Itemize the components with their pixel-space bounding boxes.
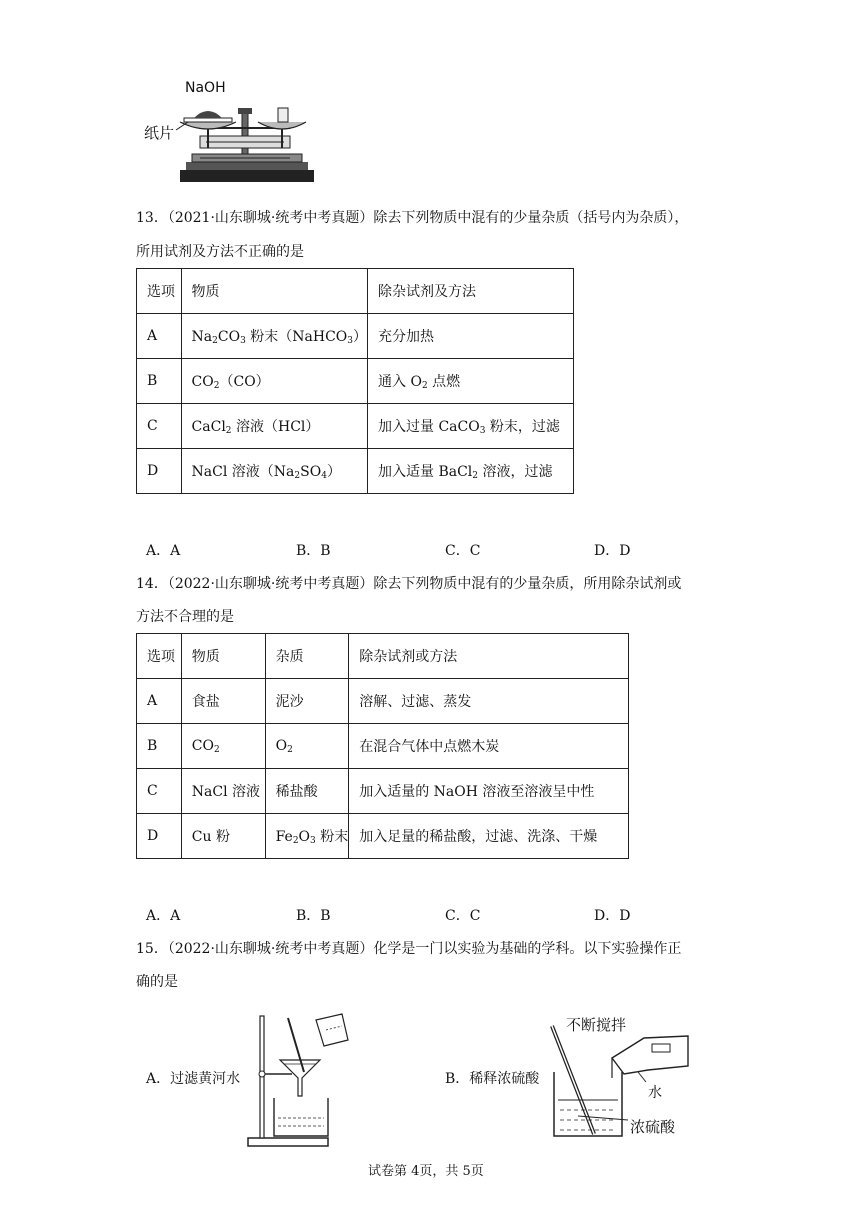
q14-table xyxy=(136,633,629,859)
method-cell: 加入过量 CaCO$_3$ 粉末，过滤 xyxy=(368,404,574,449)
method-cell: 充分加热 xyxy=(368,314,574,359)
table-header-cell: 除杂试剂及方法 xyxy=(368,269,574,314)
table-header-cell: 物质 xyxy=(181,269,367,314)
table-row xyxy=(137,404,574,449)
table-row xyxy=(137,814,629,859)
answer-option-b[interactable]: B．稀释浓硫酸 xyxy=(445,1071,540,1087)
balance-figure xyxy=(140,78,340,186)
q13-options xyxy=(0,540,860,560)
substance-cell: $CO_2(CO)$ xyxy=(181,359,367,404)
table-header-cell: 选项 xyxy=(137,269,182,314)
table-header-row xyxy=(137,634,629,679)
q15-stem-line1: 15．（2022·山东聊城·统考中考真题）化学是一门以实验为基础的学科。以下实验操作正 xyxy=(136,941,682,957)
table-header-cell: 杂质 xyxy=(265,634,349,679)
q13-stem-line1: 13．（2021·山东聊城·统考中考真题）除去下列物质中混有的少量杂质（括号内为杂质）， xyxy=(136,210,689,226)
answer-option-a[interactable]: A．A xyxy=(146,908,181,924)
table-row xyxy=(137,724,629,769)
option-cell: C xyxy=(137,404,182,449)
table-row xyxy=(137,359,574,404)
impurity-cell: 稀盐酸 xyxy=(265,769,349,814)
answer-option-b[interactable]: B．B xyxy=(296,908,331,924)
conc-acid-label: 浓硫酸 xyxy=(630,1118,676,1136)
impurity-cell: $O_2$ xyxy=(265,724,349,769)
answer-option-c[interactable]: C．C xyxy=(445,543,481,559)
option-cell: C xyxy=(137,769,182,814)
answer-option-c[interactable]: C．C xyxy=(445,908,481,924)
method-cell: 在混合气体中点燃木炭 xyxy=(349,724,629,769)
table-header-row xyxy=(137,269,574,314)
q15-stem-line2: 确的是 xyxy=(136,974,178,990)
method-cell: 通入 $O_2$ 点燃 xyxy=(368,359,574,404)
paper-label: 纸片 xyxy=(144,124,175,142)
impurity-cell: 泥沙 xyxy=(265,679,349,724)
method-cell: 加入适量 BaCl$_2$ 溶液，过滤 xyxy=(368,449,574,494)
option-cell: B xyxy=(137,724,182,769)
answer-option-d[interactable]: D．D xyxy=(594,908,631,924)
filtration-illustration xyxy=(244,1012,354,1150)
impurity-cell: $Fe_2O_3$ 粉末 xyxy=(265,814,349,859)
stir-label: 不断搅拌 xyxy=(566,1016,627,1034)
table-header-cell: 物质 xyxy=(181,634,265,679)
dilution-illustration xyxy=(548,1016,708,1144)
method-cell: 加入足量的稀盐酸，过滤、洗涤、干燥 xyxy=(349,814,629,859)
option-cell: D xyxy=(137,449,182,494)
table-row xyxy=(137,449,574,494)
substance-cell: NaCl 溶液 xyxy=(181,769,265,814)
method-cell: 加入适量的 NaOH 溶液至溶液呈中性 xyxy=(349,769,629,814)
table-header-cell: 选项 xyxy=(137,634,182,679)
option-cell: A xyxy=(137,314,182,359)
method-cell: 溶解、过滤、蒸发 xyxy=(349,679,629,724)
table-row xyxy=(137,314,574,359)
dilution-figure xyxy=(548,1016,708,1144)
answer-option-a[interactable]: A．过滤黄河水 xyxy=(146,1071,241,1087)
option-cell: A xyxy=(137,679,182,724)
option-cell: B xyxy=(137,359,182,404)
substance-cell: Cu 粉 xyxy=(181,814,265,859)
substance-cell: CaCl$_2$ 溶液（HCl） xyxy=(181,404,367,449)
filtration-figure xyxy=(244,1012,354,1150)
substance-cell: $Na_2CO_3$ 粉末（NaHCO$_3$） xyxy=(181,314,367,359)
q14-stem-line1: 14．（2022·山东聊城·统考中考真题）除去下列物质中混有的少量杂质，所用除杂试剂或 xyxy=(136,576,682,592)
water-label: 水 xyxy=(648,1085,662,1101)
q13-table xyxy=(136,268,574,494)
table-row xyxy=(137,769,629,814)
table-row xyxy=(137,679,629,724)
answer-option-a[interactable]: A．A xyxy=(146,543,181,559)
substance-cell: $CO_2$ xyxy=(181,724,265,769)
table-header-cell: 除杂试剂或方法 xyxy=(349,634,629,679)
option-cell: D xyxy=(137,814,182,859)
substance-cell: NaCl 溶液$(Na_2SO_4)$ xyxy=(181,449,367,494)
q13-stem-line2: 所用试剂及方法不正确的是 xyxy=(136,244,304,260)
answer-option-d[interactable]: D．D xyxy=(594,543,631,559)
q14-options xyxy=(0,905,860,925)
substance-cell: 食盐 xyxy=(181,679,265,724)
answer-option-b[interactable]: B．B xyxy=(296,543,331,559)
page-footer: 试卷第 4页，共 5页 xyxy=(368,1164,484,1179)
naoh-label: NaOH xyxy=(185,80,226,96)
q14-stem-line2: 方法不合理的是 xyxy=(136,609,234,625)
